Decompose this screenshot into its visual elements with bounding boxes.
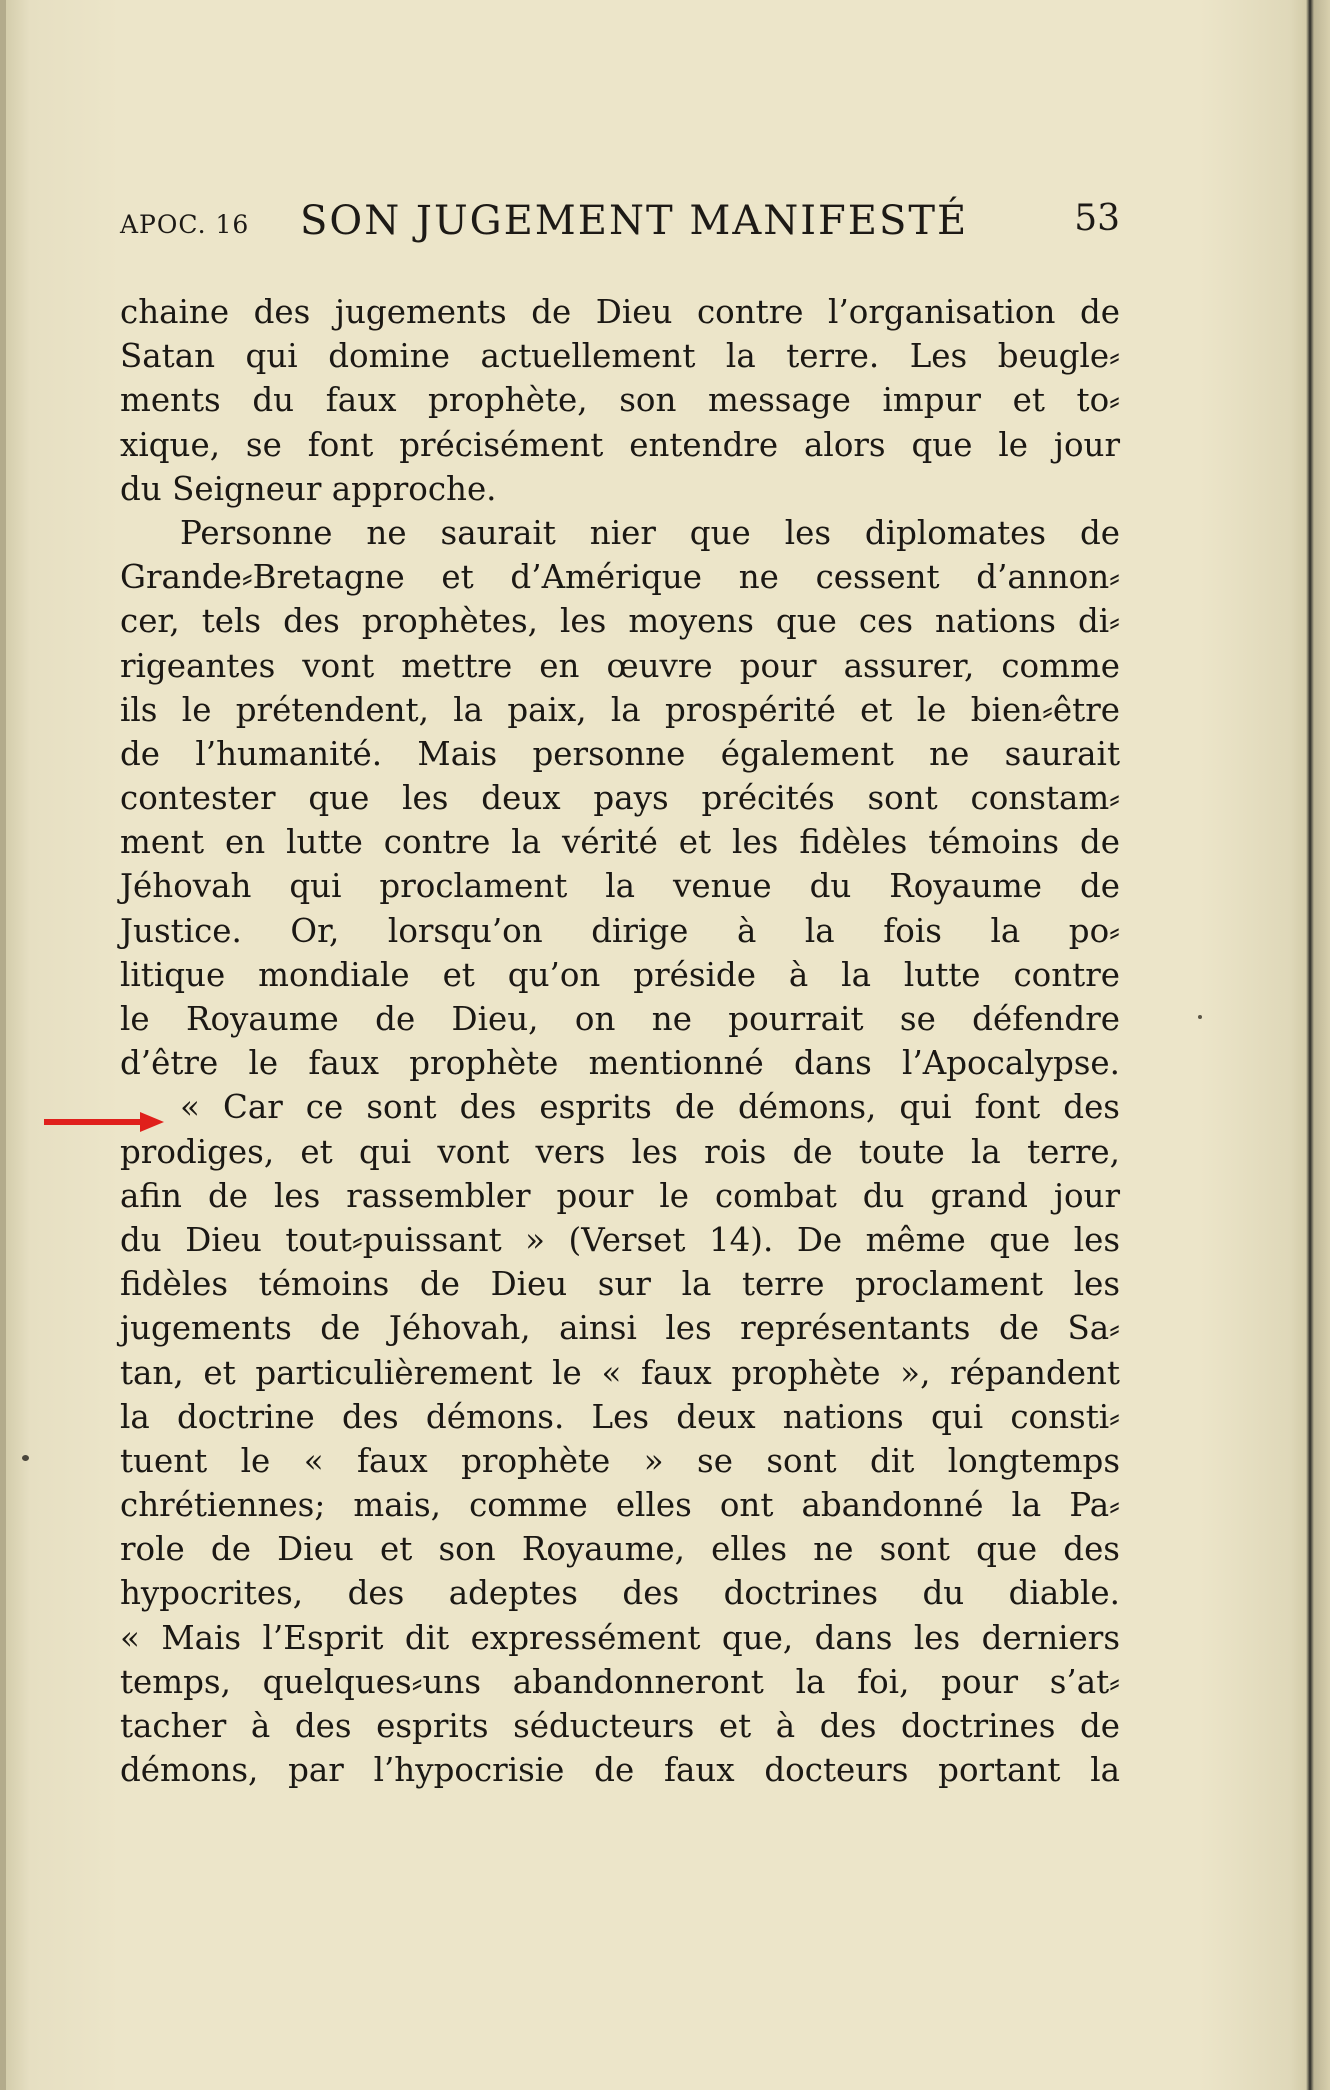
text-line: cer, tels des prophètes, les moyens que ces nations di⸗ — [120, 602, 1120, 641]
chapter-reference: APOC. 16 — [120, 210, 250, 239]
running-header — [120, 198, 1120, 258]
text-line: chaine des jugements de Dieu contre l’organisation de — [120, 293, 1120, 331]
text-line: de l’humanité. Mais personne également ne saurait — [120, 734, 1120, 773]
page-edge-shadow — [0, 0, 6, 2090]
text-line: la doctrine des démons. Les deux nations qui consti⸗ — [120, 1397, 1120, 1436]
running-title: SON JUGEMENT MANIFESTÉ — [300, 198, 969, 244]
red-arrow-icon — [44, 1110, 164, 1134]
text-line: fidèles témoins de Dieu sur la terre proclament les — [120, 1265, 1120, 1304]
text-line: afin de les rassembler pour le combat du grand jour — [120, 1176, 1120, 1215]
text-line: ment en lutte contre la vérité et les fidèles témoins de — [120, 823, 1120, 862]
text-line: ments du faux prophète, son message impur et to⸗ — [120, 381, 1120, 420]
text-line: du Seigneur approche. — [120, 469, 497, 508]
text-line: temps, quelques⸗uns abandonneront la foi, pour s’at⸗ — [120, 1662, 1120, 1701]
page-number: 53 — [1074, 198, 1120, 239]
text-line: Jéhovah qui proclament la venue du Royaume de — [120, 867, 1120, 906]
ink-smudge — [22, 1455, 29, 1461]
text-line: le Royaume de Dieu, on ne pourrait se défendre — [120, 1000, 1120, 1038]
text-line: chrétiennes; mais, comme elles ont abandonné la Pa⸗ — [120, 1486, 1120, 1525]
text-line: ils le prétendent, la paix, la prospérité et le bien⸗être — [120, 690, 1120, 729]
text-line: litique mondiale et qu’on préside à la lutte contre — [120, 955, 1120, 994]
text-line: du Dieu tout⸗puissant » (Verset 14). De même que les — [120, 1220, 1120, 1259]
text-line: tacher à des esprits séducteurs et à des doctrines de — [120, 1707, 1120, 1745]
text-line: tuent le « faux prophète » se sont dit longtemps — [120, 1441, 1120, 1480]
text-line: tan, et particulièrement le « faux prophète », répandent — [120, 1353, 1120, 1392]
paper-speck — [1198, 1015, 1202, 1019]
text-line: rigeantes vont mettre en œuvre pour assurer, comme — [120, 646, 1120, 685]
text-line: Personne ne saurait nier que les diplomates de — [180, 513, 1120, 552]
text-line: role de Dieu et son Royaume, elles ne sont que des — [120, 1530, 1120, 1569]
highlighted-text-line: « Car ce sont des esprits de démons, qui font des — [180, 1088, 1120, 1127]
text-line: Grande⸗Bretagne et d’Amérique ne cessent d’annon⸗ — [120, 558, 1120, 597]
text-line: jugements de Jéhovah, ainsi les représentants de Sa⸗ — [120, 1309, 1120, 1348]
text-line: d’être le faux prophète mentionné dans l’Apocalypse. — [120, 1044, 1120, 1083]
text-line: « Mais l’Esprit dit expressément que, dans les derniers — [120, 1618, 1120, 1657]
body-text — [120, 290, 1120, 1792]
text-line: Justice. Or, lorsqu’on dirige à la fois la po⸗ — [120, 911, 1120, 950]
text-line: xique, se font précisément entendre alors que le jour — [120, 425, 1120, 464]
text-line: démons, par l’hypocrisie de faux docteurs portant la — [120, 1751, 1120, 1790]
text-line: contester que les deux pays précités sont constam⸗ — [120, 779, 1120, 818]
text-line: prodiges, et qui vont vers les rois de toute la terre, — [120, 1132, 1120, 1171]
text-line: Satan qui domine actuellement la terre. Les beugle⸗ — [120, 337, 1120, 376]
text-line: hypocrites, des adeptes des doctrines du diable. — [120, 1574, 1120, 1613]
